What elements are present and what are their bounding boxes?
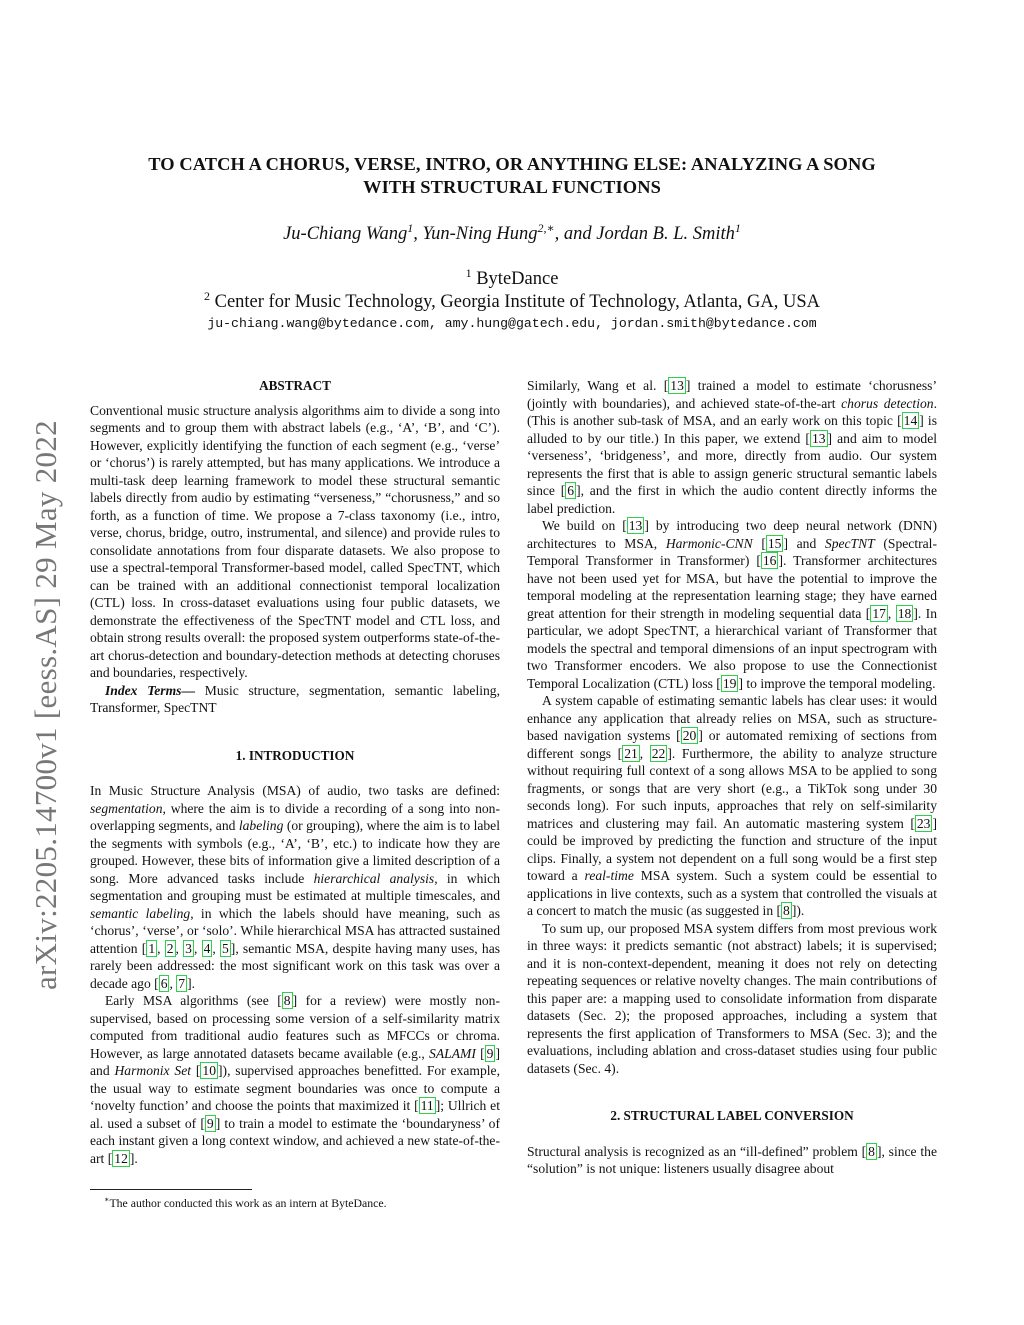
emphasis: chorus detection	[841, 395, 934, 411]
paper-title	[100, 153, 924, 199]
abstract-text: Conventional music structure analysis algorithms aim to divide a song into segments and to group them with abstract labels (e.g., ‘A’, ‘B’, and ‘C’). However, explicitly identifying the function of each segment (e.g., ‘verse’ or ‘chorus’) is rarely attempted, but has many applications. We introduce a multi-task deep learning framework to model these structural semantic labels directly from audio by estimating “verseness,” “chorusness,” and so forth, as a function of time. We propose a 7-class taxonomy (i.e., intro, verse, chorus, bridge, outro, instrumental, and silence) and provide rules to consolidate annotations from four disparate datasets. We also propose to use a spectral-temporal Transformer-based model, called SpecTNT, which can be trained with an additional connectionist temporal localization (CTL) loss. In cross-dataset evaluations using four public datasets, we demonstrate the effectiveness of the SpecTNT model and CTL loss, and obtain strong results overall: the proposed system outperforms state-of-the-art chorus-detection and boundary-detection methods at detecting choruses and boundaries, respectively.	[90, 402, 500, 680]
citation-link[interactable]: 10	[202, 1063, 217, 1078]
text-run: ] trained a model to estimate ‘chorusness’ (jointly with boundaries), and achieved state-of-the-art	[527, 378, 937, 411]
emphasis: segmentation	[90, 800, 163, 816]
citation-link[interactable]: 22	[651, 745, 666, 761]
text-run: ] to improve the temporal modeling.	[738, 675, 936, 691]
author-list	[100, 221, 924, 245]
text-run: In Music Structure Analysis (MSA) of audio, two tasks are defined:	[90, 783, 500, 798]
intro-heading: 1. INTRODUCTION	[235, 747, 355, 763]
citation-link[interactable]: 13	[670, 378, 684, 393]
affiliation-text: Center for Music Technology, Georgia Institute of Technology, Atlanta, GA, USA	[209, 292, 821, 313]
abstract-heading: ABSTRACT	[259, 378, 331, 393]
title-line-2: WITH STRUCTURAL FUNCTIONS	[363, 177, 661, 197]
text-run: MSA system. Such a system could be essential to applications in live contexts, such as a system that controlled the visuals at a concert to match the music (as suggested in [	[527, 868, 937, 918]
citation-link[interactable]: 1	[148, 940, 156, 956]
citation-link[interactable]: 8	[283, 993, 291, 1008]
emphasis: semantic labeling	[90, 905, 191, 921]
citation-link[interactable]: 2	[166, 940, 174, 956]
citation-link[interactable]: 3	[185, 940, 192, 956]
author-sep: , and	[554, 224, 597, 245]
citation-link[interactable]: 7	[178, 975, 186, 991]
citation-link[interactable]: 15	[767, 535, 782, 551]
left-column	[90, 377, 500, 1167]
citation-link[interactable]: 17	[872, 605, 886, 621]
text-run: , where the aim is to divide a recording of a song into non-overlapping segments, and	[90, 800, 500, 833]
text-run: (or grouping), where the aim is to label the segments with symbols (e.g., ‘A’, ‘B’, etc.) to indicate how they are grouped. However, these bits of information give a limited description of a song. More advanced tasks include	[90, 818, 500, 886]
text-run: ]. Transformer architectures have not been used yet for MSA, but have the potential to improve the temporal modeling at the representation learning stage; they have earned great attention for their strength in modeling sequential data [	[527, 553, 937, 621]
right-paragraph-2: We build on [ 13 ] by introducing two deep neural network (DNN) architectures to MSA, Harmonic-CNN [ 15 ] and SpecTNT (Spectral-Temporal Transformer in Transformer) [ 16 ]. Transformer architectures have not been used yet for MSA, but have the potential to improve the temporal modeling at the representation learning stage; they have earned great attention for their strength in modeling sequential data [ 17 , 18 ]. In particular, we adopt SpecTNT, a hierarchical variant of Transformer that models the spectral and temporal dimensions of an input spectrogram with two Transformer encoders. We also propose to use the Connectionist Temporal Localization (CTL) loss [ 19 ] to improve the temporal modeling.	[527, 518, 938, 691]
affiliation-2	[100, 289, 924, 313]
intro-paragraph-1: In Music Structure Analysis (MSA) of audio, two tasks are defined: segmentation, where the aim is to divide a recording of a song into non-overlapping segments, and labeling (or grouping), where the aim is to label the segments with symbols (e.g., ‘A’, ‘B’, etc.) to indicate how they are grouped. However, these bits of information give a limited description of a song. More advanced tasks include hierarchical analysis, in which segmentation and grouping must be estimated at multiple timescales, and semantic labeling, in which the labels should have meaning, such as ‘chorus’, ‘verse’, or ‘solo’. While hierarchical MSA has attracted sustained attention [ 1 , 2 , 3 , 4 , 5 ], semantic MSA, despite having many uses, has rarely been addressed: the most significant work on this task was over a decade ago [ 6 , 7 ].	[90, 783, 501, 991]
text-run: ] for a review) were mostly non-supervised, based on processing some version of a self-similarity matrix computed from traditional audio features such as MFCCs or chroma. However, as large annotated datasets became available (e.g.,	[90, 993, 500, 1061]
author-name: Ju-Chiang Wang	[283, 224, 408, 245]
emphasis: labeling	[238, 818, 284, 833]
author-name: Jordan B. L. Smith	[596, 224, 735, 245]
text-run: ] could be improved by predicting the function and structure of the input clips. Finally, a system not dependent on a full song would be a first step toward a	[527, 815, 937, 883]
emphasis: real-time	[584, 868, 634, 883]
text-run: We build on [	[542, 518, 627, 533]
emphasis: hierarchical analysis	[313, 870, 435, 886]
emphasis: SpecTNT	[824, 535, 875, 551]
author-sup: 1	[734, 221, 741, 235]
citation-link[interactable]: 18	[897, 605, 912, 621]
citation-link[interactable]: 23	[916, 815, 931, 831]
text-run: ].	[129, 1150, 138, 1166]
text-run: ]. Furthermore, the ability to analyze structure without requiring full context of a song allows MSA to be applied to song fragments, or songs that are very short (e.g., a TikTok song under 30 seconds long). For such inputs, approaches that rely on self-similarity matrices and clustering may fail. An automatic mastering system [	[527, 745, 937, 831]
right-paragraph-4: To sum up, our proposed MSA system differs from most previous work in three ways: it predicts semantic (not abstract) labels; it is supervised; and it is non-context-dependent, meaning it does not rely on detecting repeating sequences or relative novelty changes. The main contributions of this paper are: a mapping used to consolidate information from disparate datasets (Sec. 2); the proposed approaches, including a system that represents the first application of Transformers to MSA (Sec. 3); and the evaluations, including ablation and cross-dataset studies using four public datasets (Sec. 4).	[527, 920, 937, 1076]
citation-link[interactable]: 5	[222, 940, 229, 956]
text-run: ] and	[783, 535, 825, 551]
text-run: ] is alluded to by our title.) In this paper, we extend [	[527, 413, 937, 446]
author-sup: 1	[407, 221, 414, 235]
citation-link[interactable]: 14	[903, 413, 918, 428]
affiliation-sup: 2	[203, 289, 210, 303]
citation-link[interactable]: 8	[868, 1143, 875, 1159]
text-run: ] by introducing two deep neural network (DNN) architectures to MSA,	[527, 518, 937, 551]
text-run: ], and the first in which the audio content directly informs the label prediction.	[527, 483, 937, 516]
text-run: , in which segmentation and grouping must be estimated at multiple timescales, and	[90, 870, 501, 903]
citation-link[interactable]: 13	[628, 518, 643, 533]
citation-link[interactable]: 9	[206, 1115, 214, 1131]
citation-link[interactable]: 20	[682, 728, 697, 743]
citation-link[interactable]: 8	[783, 903, 790, 918]
affiliation-sup: 1	[465, 266, 472, 280]
text-run: ]).	[791, 903, 805, 918]
author-emails: ju-chiang.wang@bytedance.com, amy.hung@gatech.edu, jordan.smith@bytedance.com	[207, 316, 817, 331]
citation-link[interactable]: 16	[762, 553, 777, 568]
citation-link[interactable]: 4	[203, 940, 211, 956]
text-run: (Spectral-Temporal Transformer in Transformer) [	[527, 535, 937, 568]
text-run: A system capable of estimating semantic labels has clear uses: it would enhance any application that already relies on MSA, such as structure-based navigation systems [	[527, 693, 937, 743]
text-run: and	[90, 1063, 115, 1078]
text-run: ]. In particular, we adopt SpecTNT, a hierarchical variant of Transformer that models the spectral and temporal dimensions of an input spectrogram with two Transformer encoders. We also propose to use the Connectionist Temporal Localization (CTL) loss [	[527, 605, 938, 691]
affiliation-text: ByteDance	[471, 269, 559, 290]
author-sep: ,	[413, 224, 423, 245]
text-run: Early MSA algorithms (see [	[105, 993, 282, 1008]
footnote-mark: ∗	[104, 1195, 110, 1204]
text-run: ].	[187, 975, 196, 991]
text-run: ), supervised approaches benefitted. For example, the usual way to estimate segment boundaries was once to compute a ‘novelty function’ and choose the points that maximized it [	[90, 1063, 500, 1113]
text-run: ] and aim to model ‘verseness’, ‘bridgeness’, and more, directly from audio. Our system represents the first that is able to assign generic structural semantic labels since [	[527, 430, 938, 498]
text-run: , in which the labels should have meaning, such as ‘chorus’, ‘verse’, or ‘solo’. While hierarchical MSA has attracted sustained attention [	[90, 905, 500, 956]
section-2-heading: 2. STRUCTURAL LABEL CONVERSION	[610, 1108, 854, 1123]
citation-link[interactable]: 6	[567, 483, 575, 498]
footnote-rule	[90, 1189, 252, 1190]
footnote-text: The author conducted this work as an intern at ByteDance.	[109, 1195, 387, 1210]
text-run: ] to train a model to estimate the ‘boundaryness’ of each instant given a long context window, and achieved a new state-of-the-art [	[90, 1115, 500, 1166]
citation-link[interactable]: 12	[114, 1150, 128, 1166]
right-column	[527, 377, 937, 1178]
citation-link[interactable]: 11	[420, 1098, 434, 1113]
right-paragraph-3: A system capable of estimating semantic labels has clear uses: it would enhance any application that already relies on MSA, such as structure-based navigation systems [ 20 ] or automated remixing of sections from different songs [ 21 , 22 ]. Furthermore, the ability to analyze structure without requiring full context of a song allows MSA to be applied to song fragments, or songs that are very short (e.g., a TikTok song under 30 seconds long). For such inputs, approaches that rely on self-similarity matrices and clustering may fail. An automatic mastering system [ 23 ] could be improved by predicting the function and structure of the input clips. Finally, a system not dependent on a full song would be a first step toward a real-time MSA system. Such a system could be essential to applications in live contexts, such as a system that controlled the visuals at a concert to match the music (as suggested in [ 8 ]).	[527, 693, 938, 918]
text-run: . (This is another sub-task of MSA, and an early work on this topic [	[527, 395, 937, 428]
author-name: Yun-Ning Hung	[422, 224, 538, 245]
text-run: ], since the “solution” is not unique: listeners usually disagree about	[527, 1143, 937, 1176]
section-2-paragraph	[527, 1143, 937, 1178]
text-run: ]; Ullrich et al. used a subset of [	[90, 1098, 500, 1131]
author-sup: 2,∗	[537, 221, 555, 235]
citation-link[interactable]: 9	[486, 1045, 494, 1061]
emphasis: SALAMI	[429, 1045, 476, 1061]
affiliation-1	[100, 266, 924, 290]
text-run: ], semantic MSA, despite having many uses, has rarely been addressed: the most significant work on this task was over a decade ago [	[90, 940, 501, 991]
index-terms	[90, 682, 500, 717]
text-run: ] or automated remixing of sections from different songs [	[527, 728, 938, 761]
emphasis: Harmonic-CNN	[665, 535, 753, 551]
citation-link[interactable]: 13	[811, 430, 826, 446]
index-terms-label: Index Terms—	[105, 682, 196, 698]
footnote	[104, 1195, 504, 1211]
text-run: [	[752, 535, 766, 551]
title-line-1: TO CATCH A CHORUS, VERSE, INTRO, OR ANYTHING ELSE: ANALYZING A SONG	[148, 154, 876, 174]
index-terms-text: Music structure, segmentation, semantic labeling, Transformer, SpecTNT	[90, 682, 500, 715]
arxiv-stamp: arXiv:2205.14700v1 [eess.AS] 29 May 2022	[28, 420, 63, 990]
text-run: Similarly, Wang et al. [	[527, 378, 669, 393]
right-paragraph-1	[527, 377, 937, 517]
text-run: Structural analysis is recognized as an “ill-defined” problem [	[527, 1143, 867, 1159]
citation-link[interactable]: 19	[722, 675, 737, 691]
emphasis: Harmonix Set	[114, 1063, 192, 1078]
citation-link[interactable]: 6	[160, 975, 168, 991]
intro-paragraph-2: Early MSA algorithms (see [ 8 ] for a review) were mostly non-supervised, based on processing some version of a self-similarity matrix computed from traditional audio features such as MFCCs or chroma. However, as large annotated datasets became available (e.g., SALAMI [ 9 ] and Harmonix Set [ 10 ]), supervised approaches benefitted. For example, the usual way to estimate segment boundaries was once to compute a ‘novelty function’ and choose the points that maximized it [ 11 ]; Ullrich et al. used a subset of [ 9 ] to train a model to estimate the ‘boundaryness’ of each instant given a long context window, and achieved a new state-of-the-art [ 12 ].	[90, 993, 500, 1166]
citation-link[interactable]: 21	[624, 745, 638, 761]
